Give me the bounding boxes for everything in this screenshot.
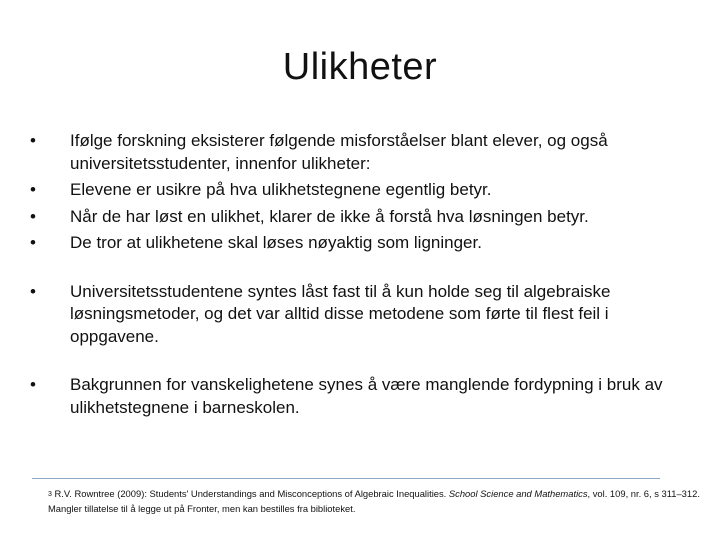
bullet-text: Når de har løst en ulikhet, klarer de ikke å forstå hva løsningen betyr. <box>70 206 589 226</box>
bullet-item <box>30 281 680 349</box>
bullet-text: De tror at ulikhetene skal løses nøyaktig som ligninger. <box>70 233 482 252</box>
bullet-item <box>30 232 680 255</box>
footnote-details: , vol. 109, nr. 6, s 311–312. Mangler tillatelse til å legge ut på Fronter, men kan bestilles fra biblioteket. <box>48 488 700 514</box>
footnote-journal: School Science and Mathematics <box>448 488 588 499</box>
bullet-marker: • <box>30 131 36 150</box>
bullet-item <box>30 130 680 175</box>
bullet-marker: • <box>30 206 36 226</box>
bullet-marker: • <box>30 281 36 301</box>
bullet-text: Bakgrunnen for vanskelighetene synes å være manglende fordypning i bruk av ulikhetstegnene i barneskolen. <box>70 375 663 417</box>
bullet-text: Universitetsstudentene syntes låst fast til å kun holde seg til algebraiske løsningsmetoder, og det var alltid disse metodene som førte til flest feil i oppgavene. <box>70 281 611 346</box>
footnote-divider <box>32 478 660 479</box>
bullet-text: Elevene er usikre på hva ulikhetstegnene egentlig betyr. <box>70 180 492 199</box>
footnote-citation: R.V. Rowntree (2009): Students' Understandings and Misconceptions of Algebraic Inequalities. <box>54 488 447 499</box>
bullet-list <box>30 130 680 423</box>
footnote <box>48 487 708 516</box>
bullet-item <box>30 374 680 419</box>
bullet-item <box>30 206 680 229</box>
bullet-marker: • <box>30 180 36 199</box>
bullet-marker: • <box>30 233 36 252</box>
footnote-marker: 3 <box>48 491 52 498</box>
bullet-marker: • <box>30 375 36 394</box>
slide-title: Ulikheter <box>282 46 438 88</box>
bullet-item <box>30 179 680 202</box>
bullet-text: Ifølge forskning eksisterer følgende misforståelser blant elever, og også universitetsstudenter, innenfor ulikheter: <box>70 131 608 173</box>
